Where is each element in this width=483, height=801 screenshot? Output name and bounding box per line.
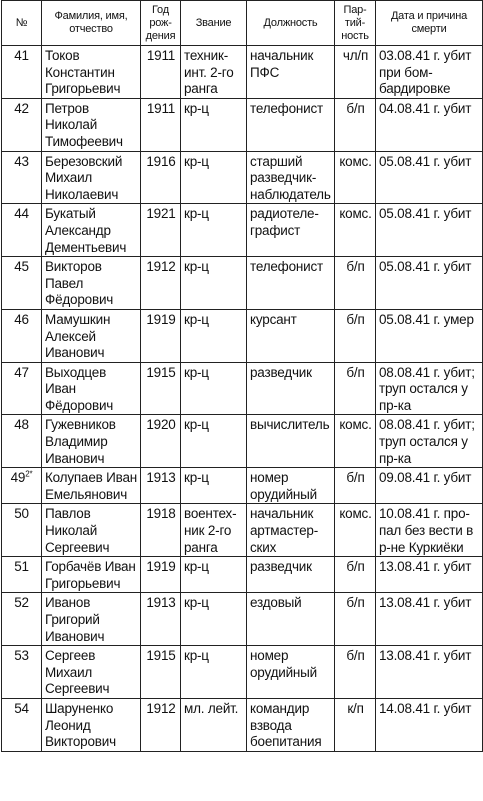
cell-name (42, 593, 141, 646)
cell-year-text: 1919 (146, 311, 176, 327)
cell-rank-text: кр-ц (184, 559, 209, 575)
cell-rank (181, 468, 247, 504)
cell-rank (181, 46, 247, 99)
cell-position (247, 257, 335, 310)
cell-name (42, 204, 141, 257)
cell-position-text: начальник артмастер-ских (250, 506, 318, 555)
cell-party (335, 46, 376, 99)
cell-num-text: 52 (14, 595, 29, 611)
cell-name (42, 646, 141, 699)
cell-year (141, 204, 181, 257)
cell-year (141, 593, 181, 646)
cell-name (42, 151, 141, 204)
cell-death-text: 05.08.41 г. умер (379, 311, 474, 327)
cell-rank-text: кр-ц (184, 417, 209, 433)
cell-num (2, 698, 42, 751)
cell-position-text: разведчик (250, 364, 312, 380)
cell-year (141, 468, 181, 504)
cell-name-text: Иванов Григорий Иванович (45, 595, 105, 644)
cell-party-text: б/п (346, 259, 365, 275)
cell-name (42, 415, 141, 468)
table-row (2, 309, 483, 362)
cell-position (247, 415, 335, 468)
cell-name (42, 309, 141, 362)
cell-position-text: ездовый (250, 595, 302, 611)
table-header (2, 1, 483, 46)
cell-num (2, 646, 42, 699)
cell-year-text: 1913 (146, 470, 176, 486)
cell-name-text: Мамушкин Алексей Иванович (45, 311, 111, 361)
cell-num-text: 49 (10, 470, 26, 486)
cell-position (247, 98, 335, 151)
cell-death (376, 698, 483, 751)
footnote-marker: 2* (25, 469, 33, 479)
cell-position (247, 151, 335, 204)
cell-name (42, 98, 141, 151)
cell-year-text: 1920 (146, 417, 176, 433)
cell-year-text: 1918 (146, 506, 176, 522)
cell-position (247, 362, 335, 415)
cell-num-text: 45 (14, 259, 29, 275)
cell-year-text: 1921 (146, 206, 176, 222)
table-row (2, 257, 483, 310)
cell-num (2, 593, 42, 646)
cell-year (141, 504, 181, 557)
cell-death (376, 204, 483, 257)
cell-num (2, 415, 42, 468)
cell-num (2, 468, 42, 504)
cell-year (141, 257, 181, 310)
cell-num-text: 46 (14, 311, 29, 327)
cell-year-text: 1912 (146, 259, 176, 275)
cell-rank (181, 593, 247, 646)
header-name: Фамилия, имя, отчество (42, 1, 141, 46)
cell-position-text: начальник ПФС (250, 48, 314, 80)
cell-num (2, 98, 42, 151)
cell-party (335, 646, 376, 699)
cell-num-text: 50 (14, 506, 29, 522)
header-position: Должность (247, 1, 335, 46)
table-row (2, 646, 483, 699)
cell-rank (181, 362, 247, 415)
cell-rank (181, 204, 247, 257)
cell-death (376, 646, 483, 699)
table-body (2, 46, 483, 752)
cell-death-text: 08.08.41 г. убит; труп остался у пр-ка (379, 364, 475, 413)
cell-party (335, 698, 376, 751)
table-row (2, 362, 483, 415)
cell-name (42, 362, 141, 415)
cell-party (335, 204, 376, 257)
cell-name-text: Викторов Павел Фёдорович (45, 259, 114, 308)
cell-rank-text: кр-ц (184, 470, 209, 486)
cell-year (141, 698, 181, 751)
header-rank: Звание (181, 1, 247, 46)
cell-name-text: Букатый Александр Дементьевич (45, 206, 127, 255)
cell-num (2, 557, 42, 593)
cell-rank (181, 415, 247, 468)
cell-num-text: 54 (14, 700, 29, 716)
cell-death (376, 98, 483, 151)
cell-death (376, 46, 483, 99)
cell-year (141, 415, 181, 468)
cell-position (247, 309, 335, 362)
table-row (2, 698, 483, 751)
table-row (2, 504, 483, 557)
cell-name-text: Сергеев Михаил Сергеевич (45, 648, 110, 697)
cell-name-text: Горбачёв Иван Григорьевич (45, 559, 136, 591)
cell-year-text: 1916 (146, 153, 176, 169)
cell-year-text: 1911 (146, 48, 176, 63)
header-num: № (2, 1, 42, 46)
table-row (2, 46, 483, 99)
cell-name (42, 46, 141, 99)
cell-num-text: 51 (14, 559, 29, 575)
cell-rank-text: техник-инт. 2-го ранга (184, 48, 234, 97)
cell-name (42, 557, 141, 593)
cell-name (42, 468, 141, 504)
cell-rank (181, 98, 247, 151)
cell-party-text: б/п (346, 364, 365, 380)
cell-name (42, 504, 141, 557)
table-row (2, 557, 483, 593)
cell-party-text: комс. (339, 417, 372, 433)
cell-rank-text: мл. лейт. (184, 700, 239, 716)
cell-death-text: 03.08.41 г. убит при бом-бардировке (379, 48, 472, 97)
cell-name-text: Павлов Николай Сергеевич (45, 506, 110, 555)
cell-num (2, 504, 42, 557)
cell-position-text: разведчик (250, 559, 312, 575)
cell-party (335, 557, 376, 593)
cell-death (376, 593, 483, 646)
cell-rank-text: кр-ц (184, 364, 209, 380)
cell-death-text: 13.08.41 г. убит (379, 595, 472, 611)
cell-rank (181, 151, 247, 204)
cell-rank-text: кр-ц (184, 648, 209, 664)
cell-position (247, 204, 335, 257)
cell-death (376, 468, 483, 504)
cell-position-text: старший разведчик-наблюдатель (250, 153, 331, 202)
cell-party (335, 504, 376, 557)
cell-death-text: 05.08.41 г. убит (379, 153, 472, 169)
cell-name (42, 698, 141, 751)
cell-death-text: 13.08.41 г. убит (379, 648, 472, 664)
cell-position (247, 646, 335, 699)
cell-rank-text: кр-ц (184, 259, 209, 275)
cell-party-text: б/п (346, 559, 365, 575)
cell-num (2, 151, 42, 204)
cell-party-text: к/п (347, 700, 364, 716)
cell-num-text: 42 (14, 100, 29, 116)
cell-party (335, 415, 376, 468)
cell-num (2, 204, 42, 257)
cell-year (141, 557, 181, 593)
cell-party (335, 593, 376, 646)
casualty-table (1, 0, 483, 752)
cell-rank-text: кр-ц (184, 206, 209, 222)
cell-death (376, 151, 483, 204)
cell-party (335, 257, 376, 310)
cell-rank (181, 309, 247, 362)
cell-position (247, 698, 335, 751)
cell-rank-text: кр-ц (184, 100, 209, 116)
table-row (2, 415, 483, 468)
cell-party-text: комс. (339, 153, 372, 169)
cell-position-text: командир взвода боепитания (250, 700, 322, 750)
cell-party-text: б/п (346, 595, 365, 611)
cell-rank-text: кр-ц (184, 153, 209, 169)
cell-position-text: вычислитель (250, 417, 330, 433)
cell-position-text: телефонист (250, 100, 324, 116)
cell-num (2, 257, 42, 310)
cell-year-text: 1912 (146, 700, 176, 716)
cell-position-text: радиотеле-графист (250, 206, 319, 238)
cell-death (376, 309, 483, 362)
cell-num-text: 53 (14, 648, 29, 664)
cell-year (141, 98, 181, 151)
cell-num-text: 43 (14, 153, 29, 169)
cell-party-text: б/п (346, 100, 365, 116)
cell-rank-text: воентех-ник 2-го ранга (184, 506, 237, 555)
cell-death-text: 04.08.41 г. убит (379, 100, 472, 116)
cell-name-text: Петров Николай Тимофеевич (45, 100, 123, 149)
table-row (2, 468, 483, 504)
cell-rank (181, 557, 247, 593)
cell-death-text: 08.08.41 г. убит; труп остался у пр-ка (379, 417, 475, 466)
cell-party-text: б/п (346, 470, 365, 486)
cell-party-text: чл/п (342, 48, 369, 63)
cell-party-text: комс. (339, 506, 372, 522)
cell-party (335, 98, 376, 151)
cell-position (247, 468, 335, 504)
cell-party (335, 362, 376, 415)
cell-death (376, 362, 483, 415)
table-row (2, 98, 483, 151)
cell-year (141, 362, 181, 415)
cell-rank (181, 646, 247, 699)
cell-party (335, 151, 376, 204)
cell-rank (181, 698, 247, 751)
cell-num-text: 48 (14, 417, 29, 433)
cell-year (141, 151, 181, 204)
cell-party-text: б/п (346, 311, 365, 327)
cell-death-text: 13.08.41 г. убит (379, 559, 472, 575)
header-death: Дата и причина смерти (376, 1, 483, 46)
cell-position (247, 593, 335, 646)
cell-rank-text: кр-ц (184, 311, 209, 327)
header-year: Год рож-дения (141, 1, 181, 46)
cell-name-text: Гужевников Владимир Иванович (45, 417, 116, 466)
cell-death (376, 415, 483, 468)
cell-year-text: 1919 (146, 559, 176, 575)
cell-position (247, 504, 335, 557)
cell-year-text: 1915 (146, 364, 176, 380)
cell-year (141, 309, 181, 362)
cell-death-text: 09.08.41 г. убит (379, 470, 472, 486)
cell-year (141, 46, 181, 99)
cell-name-text: Березовский Михаил Николаевич (45, 153, 123, 202)
cell-rank (181, 504, 247, 557)
header-party: Пар-тий-ность (335, 1, 376, 46)
cell-death-text: 10.08.41 г. про-пал без вести в р-не Куркиёки (379, 506, 474, 555)
table-row (2, 204, 483, 257)
cell-death (376, 504, 483, 557)
cell-position (247, 46, 335, 99)
cell-name (42, 257, 141, 310)
cell-num-text: 41 (14, 48, 29, 63)
cell-year (141, 646, 181, 699)
cell-num (2, 46, 42, 99)
cell-name-text: Выходцев Иван Фёдорович (45, 364, 114, 413)
cell-death-text: 05.08.41 г. убит (379, 206, 472, 222)
cell-rank (181, 257, 247, 310)
cell-party (335, 309, 376, 362)
cell-year-text: 1911 (146, 100, 176, 116)
cell-num-text: 44 (14, 206, 29, 222)
cell-num (2, 309, 42, 362)
cell-position-text: номер орудийный (250, 470, 318, 502)
cell-death (376, 557, 483, 593)
cell-rank-text: кр-ц (184, 595, 209, 611)
cell-num-text: 47 (14, 364, 29, 380)
cell-position-text: курсант (250, 311, 297, 327)
table-row (2, 593, 483, 646)
cell-death-text: 14.08.41 г. убит (379, 700, 472, 716)
cell-num (2, 362, 42, 415)
cell-death-text: 05.08.41 г. убит (379, 259, 472, 275)
cell-position (247, 557, 335, 593)
cell-position-text: телефонист (250, 259, 324, 275)
cell-party-text: комс. (339, 206, 372, 222)
cell-death (376, 257, 483, 310)
cell-party (335, 468, 376, 504)
cell-name-text: Токов Константин Григорьевич (45, 48, 121, 97)
cell-year-text: 1913 (146, 595, 176, 611)
cell-position-text: номер орудийный (250, 648, 318, 680)
cell-name-text: Колупаев Иван Емельянович (45, 470, 138, 502)
cell-party-text: б/п (346, 648, 365, 664)
cell-name-text: Шаруненко Леонид Викторович (45, 700, 116, 750)
table-row (2, 151, 483, 204)
cell-year-text: 1915 (146, 648, 176, 664)
